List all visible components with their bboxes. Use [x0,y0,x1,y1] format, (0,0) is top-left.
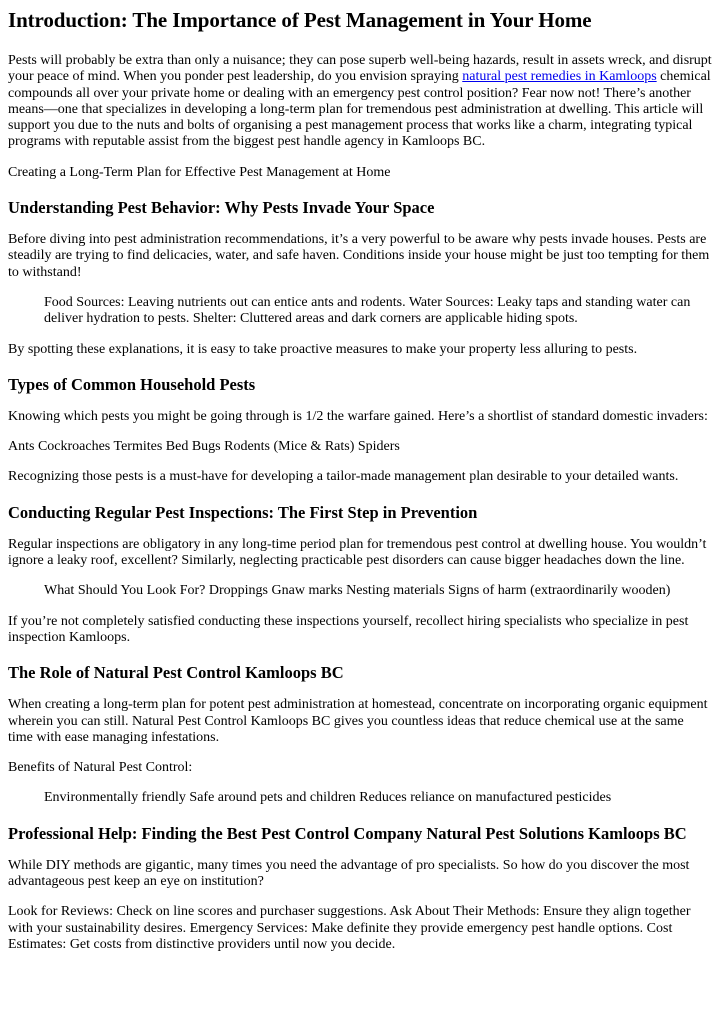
section-paragraph: Look for Reviews: Check on line scores and purchaser suggestions. Ask About Their Methods: Ensure they align together with your sustainability desires. Emergency Services: Make definite they provide emergency pest handle options. Cost Estimates: Get costs from distinctive providers until now you decide. [8,904,691,952]
section-heading-natural-control: The Role of Natural Pest Control Kamloops BC [8,663,344,683]
section-paragraph: Benefits of Natural Pest Control: [8,760,193,776]
section-heading-pest-behavior: Understanding Pest Behavior: Why Pests Invade Your Space [8,198,435,218]
section-heading-common-pests: Types of Common Household Pests [8,374,256,394]
intro-text-before-link: Pests will probably be extra than only a nuisance; they can pose superb well-being hazards, result in assets wreck, and disrupt your peace of mind. When you ponder pest leadership, do you envision spraying [8,53,712,85]
intro-text-after-link: chemical compounds all over your private home or dealing with an emergency pest control position? Fear now not! There’s another means—one that specializes in developing a long-term plan for tremendous pest administration at dwelling. This article will support you due to the nuts and bolts of organising a pest management process that works like a charm, integrating typical programs with reputable assist from the biggest pest handle agency in Kamloops BC. [8,69,711,150]
indented-list-paragraph: Environmentally friendly Safe around pets and children Reduces reliance on manufactured pesticides [44,790,612,806]
section-paragraph: Recognizing those pests is a must-have for developing a tailor-made management plan desirable to your detailed wants. [8,469,679,485]
indented-list-paragraph: What Should You Look For? Droppings Gnaw marks Nesting materials Signs of harm (extraordinarily wooden) [44,583,671,599]
section-heading-professional-help: Professional Help: Finding the Best Pest Control Company Natural Pest Solutions Kamloops BC [8,823,687,843]
page-title: Introduction: The Importance of Pest Management in Your Home [8,8,592,32]
section-paragraph: Regular inspections are obligatory in any long-time period plan for tremendous pest control at dwelling house. You wouldn’t ignore a leaky roof, excellent? Similarly, neglecting practicable pest disorders can cause bigger headaches down the line. [8,536,707,569]
indented-list-paragraph: Food Sources: Leaving nutrients out can entice ants and rodents. Water Sources: Leaky taps and standing water can deliver hydration to pests. Shelter: Cluttered areas and dark corners are applicable hiding spots. [44,294,691,327]
section-heading-inspections: Conducting Regular Pest Inspections: The First Step in Prevention [8,502,478,522]
pest-list-paragraph: Ants Cockroaches Termites Bed Bugs Rodents (Mice & Rats) Spiders [8,439,400,455]
section-paragraph: Knowing which pests you might be going through is 1/2 the warfare gained. Here’s a shortlist of standard domestic invaders: [8,408,708,424]
section-paragraph: If you’re not completely satisfied conducting these inspections yourself, recollect hiring specialists who specialize in pest inspection Kamloops. [8,613,689,645]
natural-pest-remedies-link[interactable]: natural pest remedies in Kamloops [462,69,657,85]
section-paragraph: Before diving into pest administration recommendations, it’s a very powerful to be aware why pests invade houses. Pests are steadily are trying to find delicacies, water, and safe haven. Conditions inside your house might be just too tempting for them to withstand! [8,232,710,280]
subtitle: Creating a Long-Term Plan for Effective Pest Management at Home [8,164,391,180]
intro-paragraph [8,53,712,151]
section-paragraph: By spotting these explanations, it is easy to take proactive measures to make your property less alluring to pests. [8,341,638,357]
section-paragraph: When creating a long-term plan for potent pest administration at homestead, concentrate on incorporating organic equipment wherein you can still. Natural Pest Control Kamloops BC gives you countless ideas that reduce chemical use at the same time with ease managing infestations. [8,697,708,745]
section-paragraph: While DIY methods are gigantic, many times you need the advantage of pro specialists. So how do you discover the most advantageous pest keep an eye on institution? [8,857,690,890]
